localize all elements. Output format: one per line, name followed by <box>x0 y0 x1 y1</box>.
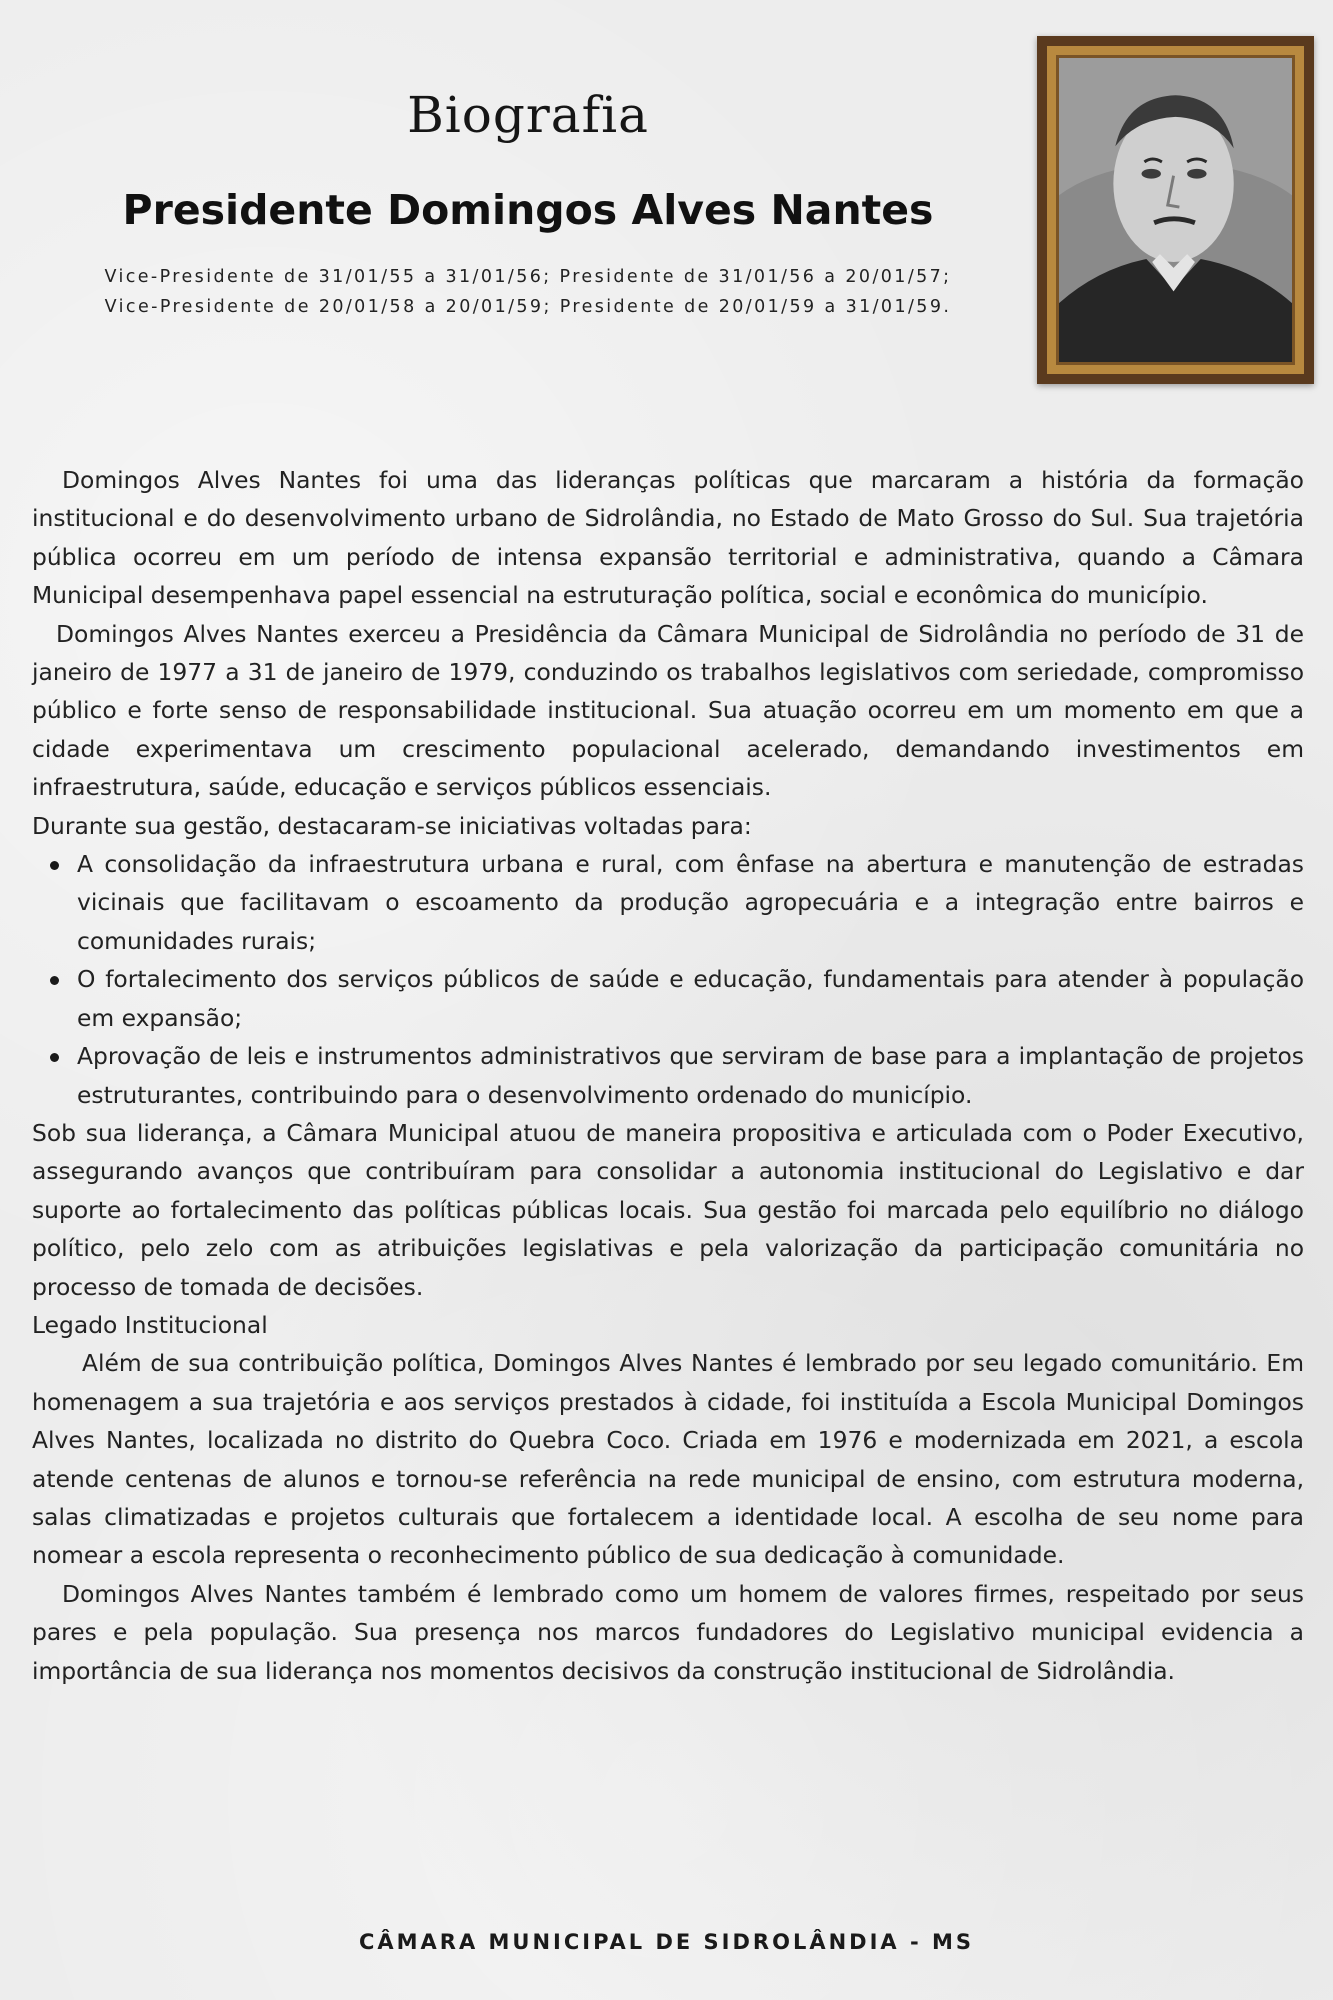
list-intro: Durante sua gestão, destacaram-se iniciativas voltadas para: <box>32 811 752 840</box>
paragraph-values: Domingos Alves Nantes também é lembrado como um homem de valores firmes, respeitado por seus pares e pela população. Sua presença nos marcos fundadores do Legislativo municipal evidencia a importância de sua liderança nos momentos decisivos da construção institucional de Sidrolândia. <box>32 1579 1304 1685</box>
biography-article <box>32 461 1304 1690</box>
list-item: Aprovação de leis e instrumentos administrativos que serviram de base para a implantação de projetos estruturantes, contribuindo para o desenvolvimento ordenado do município. <box>77 1037 1304 1114</box>
person-name-heading: Presidente Domingos Alves Nantes <box>122 186 934 234</box>
portrait-frame <box>1037 36 1314 384</box>
paragraph-presidency: Domingos Alves Nantes exerceu a Presidência da Câmara Municipal de Sidrolândia no período de 31 de janeiro de 1977 a 31 de janeiro de 1979, conduzindo os trabalhos legislativos com seriedade, compromisso público e forte senso de responsabilidade institucional. Sua atuação ocorreu em um momento em que a cidade experimentava um crescimento populacional acelerado, demandando investimentos em infraestrutura, saúde, educação e serviços públicos essenciais. <box>32 619 1304 802</box>
portrait-photo <box>1056 55 1295 365</box>
list-item: O fortalecimento dos serviços públicos de saúde e educação, fundamentais para atender à população em expansão; <box>77 960 1304 1037</box>
list-item: A consolidação da infraestrutura urbana e rural, com ênfase na abertura e manutenção de estradas vicinais que facilitavam o escoamento da produção agropecuária e a integração entre bairros e comunidades rurais; <box>77 845 1304 960</box>
initiatives-list <box>32 845 1304 1114</box>
paragraph-legacy: Além de sua contribuição política, Domingos Alves Nantes é lembrado por seu legado comunitário. Em homenagem a sua trajetória e aos serviços prestados à cidade, foi instituída a Escola Municipal Domingos Alves Nantes, localizada no distrito do Quebra Coco. Criada em 1976 e modernizada em 2021, a escola atende centenas de alunos e tornou-se referência na rede municipal de ensino, com estrutura moderna, salas climatizadas e projetos culturais que fortalecem a identidade local. A escolha de seu nome para nomear a escola representa o reconhecimento público de sua dedicação à comunidade. <box>32 1349 1304 1570</box>
terms-line-1: Vice-Presidente de 31/01/55 a 31/01/56; Presidente de 31/01/56 a 20/01/57; <box>104 267 952 287</box>
page-title: Biografia <box>407 86 649 144</box>
portrait-image <box>1059 58 1292 362</box>
terms-of-office <box>0 262 1056 322</box>
paragraph-leadership: Sob sua liderança, a Câmara Municipal atuou de maneira propositiva e articulada com o Poder Executivo, assegurando avanços que contribuíram para consolidar a autonomia institucional do Legislativo e dar suporte ao fortalecimento das políticas públicas locais. Sua gestão foi marcada pelo equilíbrio no diálogo político, pelo zelo com as atribuições legislativas e pela valorização da participação comunitária no processo de tomada de decisões. <box>32 1118 1304 1301</box>
footer-institution: CÂMARA MUNICIPAL DE SIDROLÂNDIA - MS <box>358 1930 975 1954</box>
subheading-legacy: Legado Institucional <box>32 1310 268 1339</box>
paragraph-intro: Domingos Alves Nantes foi uma das lideranças políticas que marcaram a história da formação institucional e do desenvolvimento urbano de Sidrolândia, no Estado de Mato Grosso do Sul. Sua trajetória pública ocorreu em um período de intensa expansão territorial e administrativa, quando a Câmara Municipal desempenhava papel essencial na estruturação política, social e econômica do município. <box>32 466 1304 610</box>
terms-line-2: Vice-Presidente de 20/01/58 a 20/01/59; Presidente de 20/01/59 a 31/01/59. <box>104 297 952 317</box>
